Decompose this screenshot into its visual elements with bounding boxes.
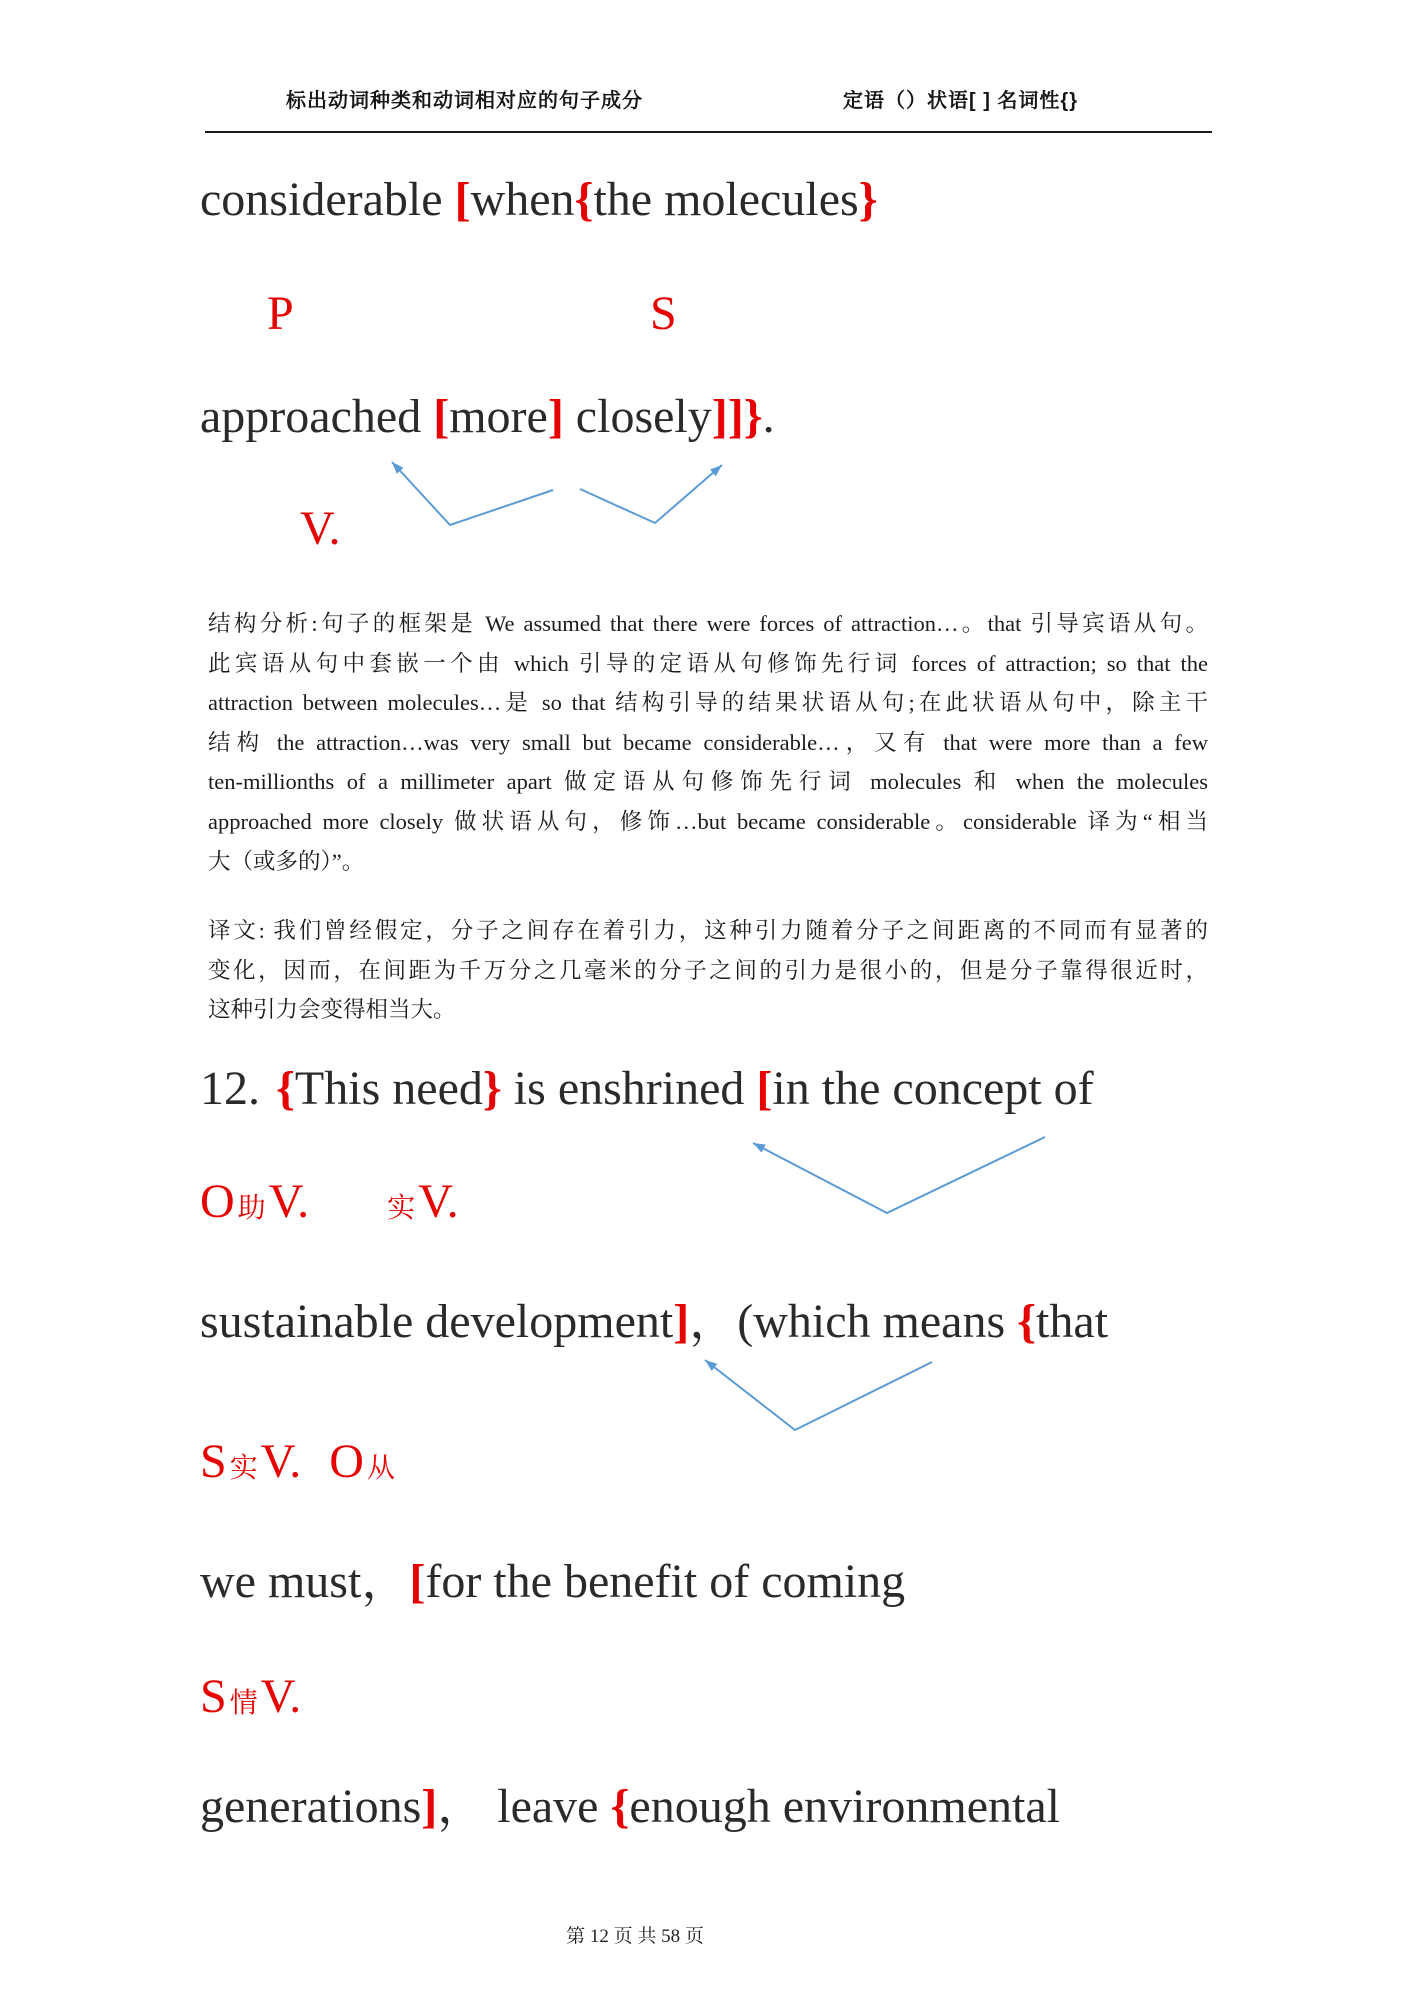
marker-verb-v <box>300 501 340 556</box>
marker-symbol: O <box>329 1435 364 1488</box>
bracket-segment: ] <box>547 390 564 443</box>
translation-paragraph <box>208 911 1208 1030</box>
bracket-segment: } <box>482 1062 502 1115</box>
marker-label: 实 <box>387 1193 416 1224</box>
marker-label: 实 <box>229 1453 258 1484</box>
bracket-segment: { <box>610 1780 630 1833</box>
sentence12-line3 <box>200 1554 905 1609</box>
text-segment: ，( <box>689 1295 754 1348</box>
item-number: 12. <box>200 1062 260 1115</box>
bracket-segment: { <box>1017 1295 1037 1348</box>
analysis-line: ten-millionths of a millimeter apart 做定语从句修饰先行词 molecules 和 when the molecules <box>208 769 1208 795</box>
arrow-line <box>392 462 553 525</box>
bracket-segment: [ <box>454 173 471 226</box>
marker-label: 情 <box>229 1688 258 1719</box>
bracket-segment: ] <box>673 1295 690 1348</box>
bracket-segment: { <box>276 1062 295 1115</box>
text-segment: sustainable development <box>200 1295 674 1348</box>
marker-symbol: S <box>200 1435 227 1488</box>
sentence11-line1 <box>200 172 878 227</box>
marker-label: 从 <box>366 1453 395 1484</box>
text-segment: that <box>1036 1295 1109 1348</box>
text-segment: we must <box>200 1555 362 1608</box>
marker-symbol: O <box>200 1175 235 1228</box>
text-segment: . <box>762 390 775 443</box>
sentence12-line1 <box>200 1061 1094 1116</box>
bracket-segment: } <box>743 390 763 443</box>
translation-line: 变化，因而，在间距为千万分之几毫米的分子之间的引力是很小的，但是分子靠得很近时， <box>208 957 1208 983</box>
header-left-title: 标出动词种类和动词相对应的句子成分 <box>286 90 643 112</box>
bracket-segment: [ <box>409 1555 426 1608</box>
bracket-segment: [ <box>433 390 450 443</box>
marker-symbol: V. <box>418 1175 459 1228</box>
text-segment: when <box>470 173 575 226</box>
arrow-line <box>753 1137 1045 1213</box>
analysis-line: 结构分析:句子的框架是 We assumed that there were forces of attraction…。that 引导宾语从句。 <box>208 611 1208 636</box>
marker-row-subject-modal <box>200 1669 301 1724</box>
arrowhead-icon <box>710 465 722 476</box>
text-segment: in the concept of <box>772 1062 1094 1115</box>
text-segment: This need <box>294 1062 483 1115</box>
text-segment: more <box>449 390 548 443</box>
analysis-line: 此宾语从句中套嵌一个由 which 引导的定语从句修饰先行词 forces of attraction; so that the <box>208 650 1208 676</box>
text-segment: ， leave <box>437 1780 611 1833</box>
arrow-line <box>705 1360 932 1430</box>
marker-symbol: V. <box>268 1175 310 1228</box>
bracket-segment: ] <box>421 1780 438 1833</box>
text-segment: ， <box>361 1555 410 1608</box>
bracket-segment: { <box>574 173 594 226</box>
text-segment: the molecules <box>593 173 859 226</box>
sentence11-line2 <box>200 389 775 444</box>
marker-label: 助 <box>237 1193 266 1224</box>
structure-analysis-paragraph <box>208 604 1208 881</box>
arrowhead-icon <box>753 1143 766 1153</box>
text-segment: which means <box>753 1295 1018 1348</box>
marker-symbol: S <box>200 1670 227 1723</box>
arrowhead-icon <box>705 1360 717 1371</box>
analysis-line: 大（或多的）”。 <box>208 848 365 874</box>
marker-subject-s <box>650 286 677 341</box>
sentence12-line4 <box>200 1779 1060 1834</box>
text-segment: is enshrined <box>501 1062 757 1115</box>
marker-symbol: P <box>267 287 294 340</box>
text-segment: approached <box>200 390 434 443</box>
marker-symbol: V. <box>260 1435 302 1488</box>
text-segment: for the benefit of coming <box>425 1555 906 1608</box>
translation-line: 这种引力会变得相当大。 <box>208 997 456 1023</box>
analysis-line: attraction between molecules…是 so that 结构引导的结果状语从句;在此状语从句中，除主干 <box>208 690 1208 716</box>
sentence12-line2 <box>200 1294 1108 1349</box>
analysis-line: 结构 the attraction…was very small but became considerable…，又有 that were more than a few <box>208 729 1208 755</box>
bracket-segment: } <box>858 173 878 226</box>
text-segment: generations <box>200 1780 422 1833</box>
page-number-footer: 第 12 页 共 58 页 <box>566 1926 704 1947</box>
analysis-line: approached more closely 做状语从句，修饰…but became considerable。considerable 译为“相当 <box>208 808 1208 834</box>
marker-symbol: S <box>650 287 677 340</box>
arrow-line <box>580 465 722 523</box>
header-rule <box>205 131 1212 133</box>
translation-line: 译文: 我们曾经假定，分子之间存在着引力，这种引力随着分子之间距离的不同而有显著的 <box>208 918 1208 943</box>
marker-predicate-p <box>267 286 294 341</box>
header-right-legend: 定语（）状语[ ] 名词性{} <box>843 90 1078 112</box>
marker-symbol: V. <box>300 502 341 555</box>
bracket-segment: [ <box>756 1062 773 1115</box>
marker-row-subject-object <box>200 1434 398 1489</box>
text-segment: considerable <box>200 173 455 226</box>
marker-symbol: V. <box>260 1670 302 1723</box>
marker-row-object-verbs <box>200 1174 459 1229</box>
text-segment: enough environmental <box>629 1780 1060 1833</box>
arrowhead-icon <box>392 462 403 474</box>
text-segment: closely <box>563 390 712 443</box>
bracket-segment: ]] <box>711 390 744 443</box>
